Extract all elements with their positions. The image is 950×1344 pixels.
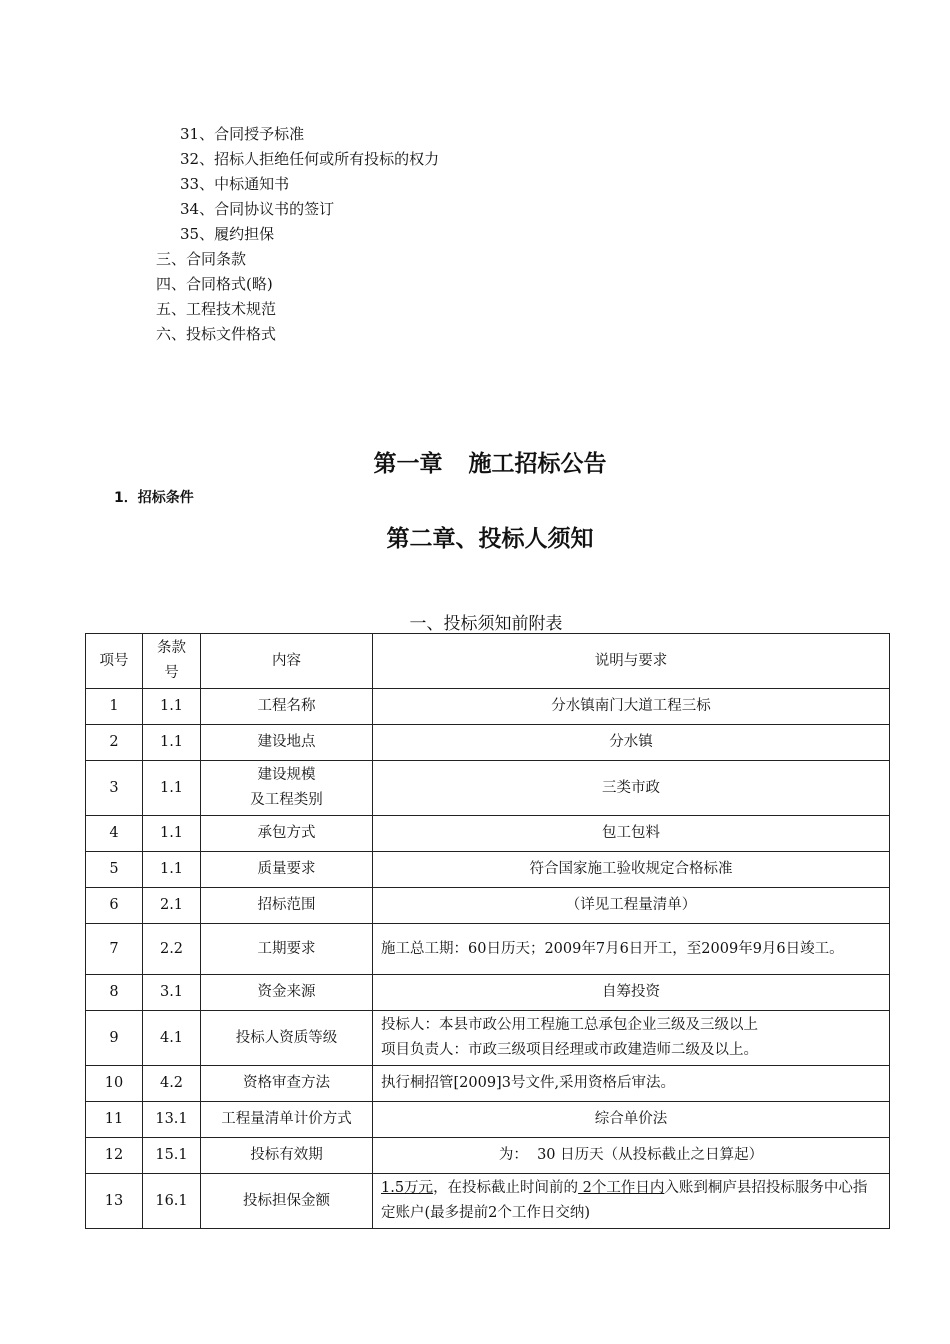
table-row [86,1138,890,1174]
cell-desc: 包工包料 [373,816,890,852]
cell-content: 工期要求 [201,924,373,975]
cell-clause: 16.1 [143,1174,201,1229]
cell-clause: 1.1 [143,852,201,888]
cell-content: 承包方式 [201,816,373,852]
table-header-row [86,634,890,689]
cell-desc-line: 项目负责人：市政三级项目经理或市政建造师二级及以上。 [381,1042,758,1058]
table-row [86,761,890,816]
bond-text: 入账到桐庐县招投标服务中心指定账户(最多提前2个工作日交纳) [381,1180,868,1221]
cell-no: 4 [86,816,143,852]
section-heading: 1．招标条件 [114,490,194,506]
cell-content: 招标范围 [201,888,373,924]
cell-no: 8 [86,975,143,1011]
cell-desc-line: 投标人：本县市政公用工程施工总承包企业三级及三级以上 [381,1017,758,1033]
cell-content: 工程量清单计价方式 [201,1102,373,1138]
cell-desc: 分水镇南门大道工程三标 [373,689,890,725]
cell-content-line: 建设规模 [257,767,316,783]
toc-item: 34、合同协议书的签订 [180,200,335,218]
chapter-one-number: 第一章 [373,451,443,477]
cell-clause: 2.2 [143,924,201,975]
cell-desc: 三类市政 [373,761,890,816]
toc-item: 32、招标人拒绝任何或所有投标的权力 [180,150,440,168]
toc-item: 33、中标通知书 [180,175,290,193]
cell-no: 7 [86,924,143,975]
toc-item: 四、合同格式(略) [156,275,273,293]
header-clause-line: 号 [164,665,179,681]
cell-clause: 3.1 [143,975,201,1011]
cell-desc [373,1174,890,1229]
cell-content-line: 及工程类别 [250,792,323,808]
header-desc: 说明与要求 [373,634,890,689]
header-content: 内容 [201,634,373,689]
cell-desc: 施工总工期：60日历天；2009年7月6日开工，至2009年9月6日竣工。 [373,924,890,975]
cell-desc: （详见工程量清单） [373,888,890,924]
toc-item: 35、履约担保 [180,225,275,243]
cell-desc: 分水镇 [373,725,890,761]
cell-content: 投标有效期 [201,1138,373,1174]
cell-clause: 4.2 [143,1066,201,1102]
cell-clause: 1.1 [143,761,201,816]
cell-clause: 4.1 [143,1011,201,1066]
bidder-instructions-table [85,633,890,1229]
cell-content: 资金来源 [201,975,373,1011]
header-clause [143,634,201,689]
toc-item: 六、投标文件格式 [156,325,277,343]
validity-prefix: 为： [498,1147,528,1163]
bond-text: ，在投标截止时间前的 [433,1180,579,1196]
cell-no: 3 [86,761,143,816]
cell-content: 投标人资质等级 [201,1011,373,1066]
header-clause-line: 条款 [157,640,186,656]
bond-days: 2个工作日内 [578,1180,665,1196]
validity-value: 30 日历天 [537,1147,604,1163]
cell-no: 11 [86,1102,143,1138]
toc-item: 31、合同授予标准 [180,125,305,143]
toc-item: 三、合同条款 [156,250,247,268]
cell-desc: 综合单价法 [373,1102,890,1138]
cell-clause: 15.1 [143,1138,201,1174]
cell-no: 12 [86,1138,143,1174]
table-row [86,689,890,725]
cell-desc: 自筹投资 [373,975,890,1011]
header-no: 项号 [86,634,143,689]
table-row [86,1011,890,1066]
cell-clause: 1.1 [143,725,201,761]
table-row [86,852,890,888]
cell-content: 建设地点 [201,725,373,761]
cell-content: 质量要求 [201,852,373,888]
table-row [86,975,890,1011]
cell-clause: 1.1 [143,689,201,725]
cell-content: 资格审查方法 [201,1066,373,1102]
table-row [86,924,890,975]
cell-content [201,761,373,816]
bond-amount: 1.5万元 [381,1180,434,1196]
cell-no: 2 [86,725,143,761]
cell-desc: 执行桐招管[2009]3号文件,采用资格后审法。 [373,1066,890,1102]
table-row [86,1174,890,1229]
chapter-two-heading: 第二章、投标人须知 [386,526,594,552]
cell-desc [373,1011,890,1066]
cell-clause: 13.1 [143,1102,201,1138]
cell-no: 13 [86,1174,143,1229]
cell-no: 6 [86,888,143,924]
cell-clause: 2.1 [143,888,201,924]
chapter-one-title: 施工招标公告 [468,451,607,477]
table-of-contents [0,122,950,347]
cell-no: 1 [86,689,143,725]
table-row [86,888,890,924]
table-row [86,725,890,761]
cell-desc: 符合国家施工验收规定合格标准 [373,852,890,888]
cell-content: 工程名称 [201,689,373,725]
table-row [86,1066,890,1102]
toc-item: 五、工程技术规范 [156,300,277,318]
table-row [86,816,890,852]
cell-no: 9 [86,1011,143,1066]
validity-suffix: （从投标截止之日算起） [603,1147,764,1163]
cell-desc [373,1138,890,1174]
cell-content: 投标担保金额 [201,1174,373,1229]
cell-no: 10 [86,1066,143,1102]
table-caption: 一、投标须知前附表 [409,614,563,634]
cell-clause: 1.1 [143,816,201,852]
cell-no: 5 [86,852,143,888]
chapter-one-heading [15,445,950,478]
table-row [86,1102,890,1138]
